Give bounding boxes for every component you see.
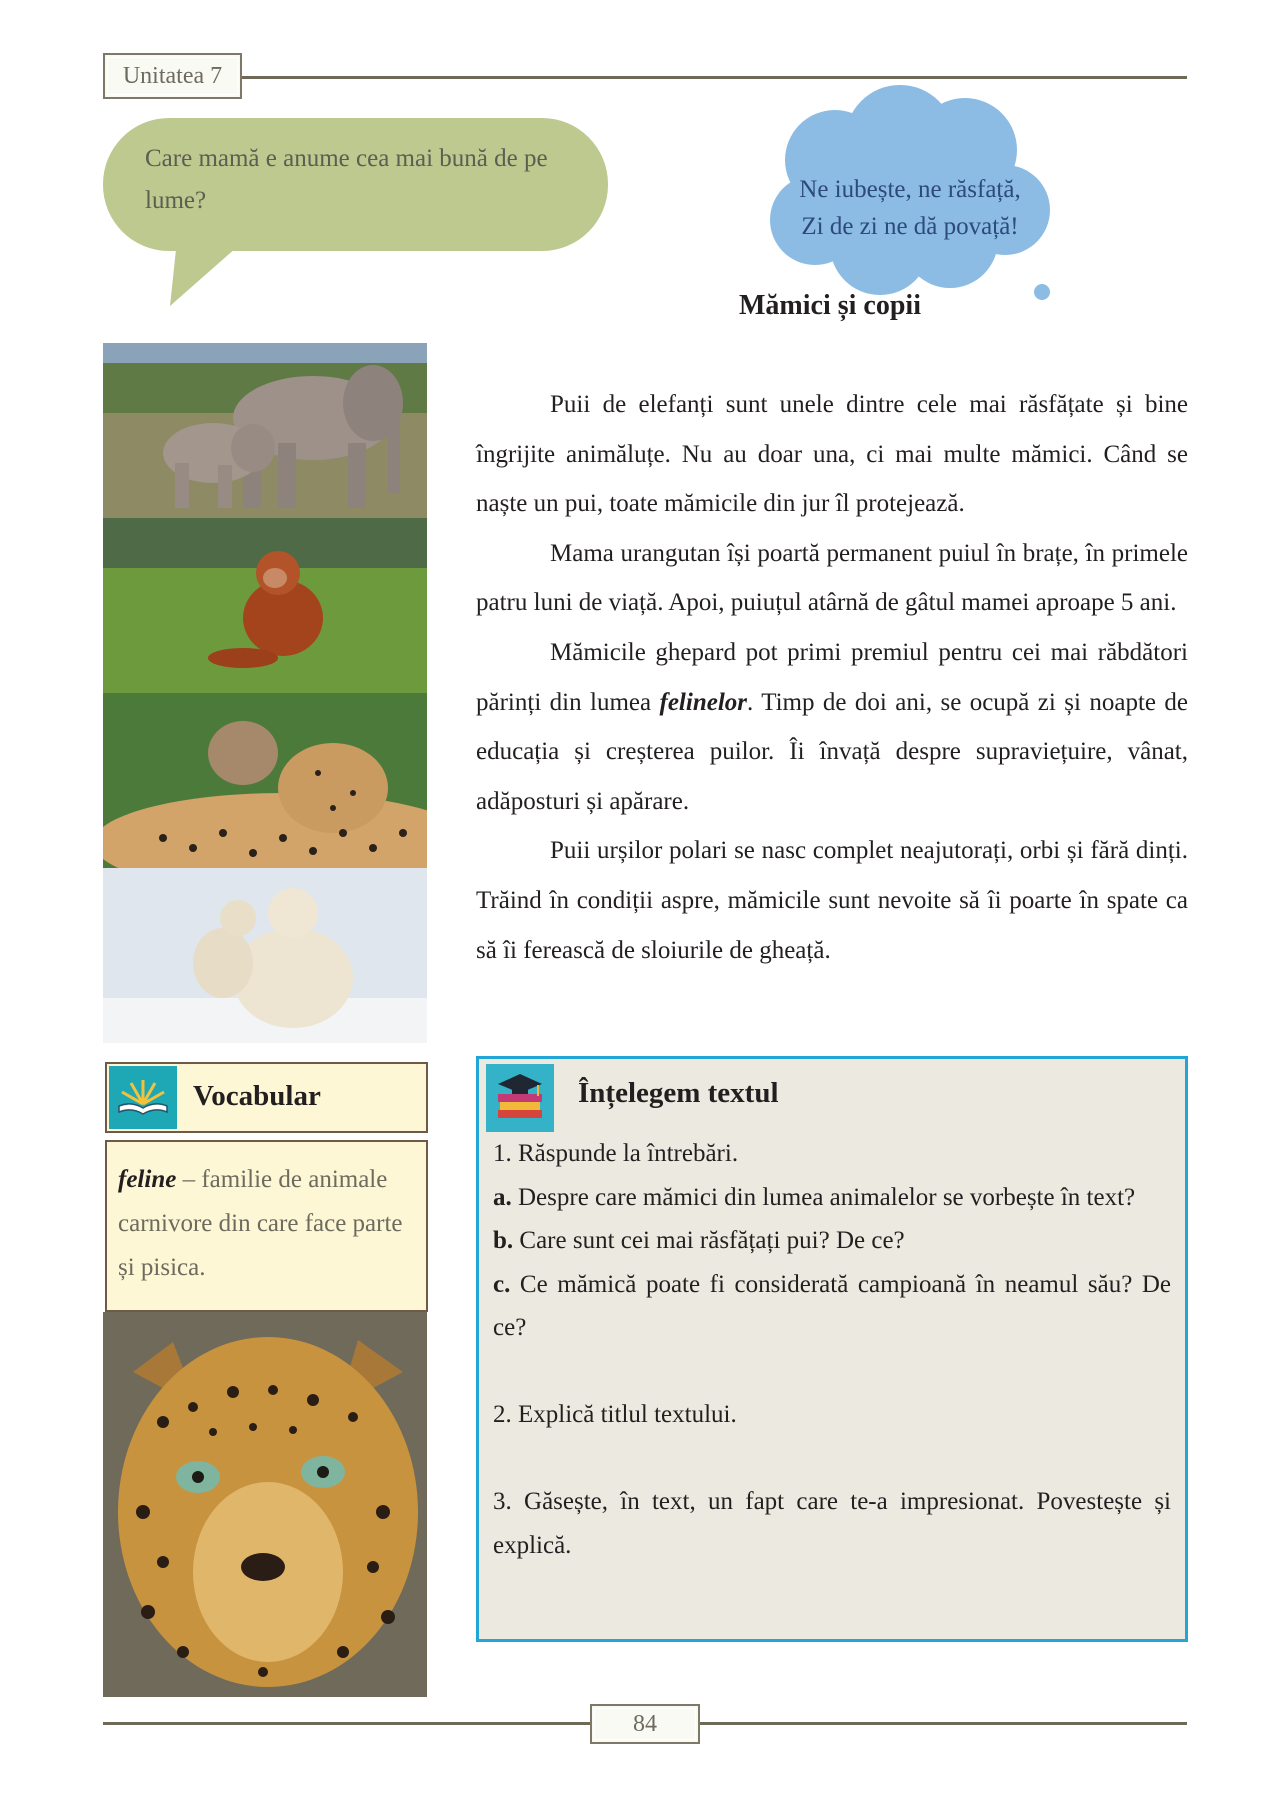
paragraph-cheetah bbox=[476, 628, 1188, 826]
graduation-books-icon bbox=[486, 1064, 554, 1132]
question-1a bbox=[493, 1176, 1171, 1220]
cloud-line-1: Ne iubește, ne răsfață, bbox=[799, 176, 1021, 203]
question-1: 1. Răspunde la întrebări. bbox=[493, 1140, 739, 1167]
cloud-text bbox=[780, 171, 1040, 245]
question-1c bbox=[493, 1263, 1171, 1350]
question-1c-label: c. bbox=[493, 1270, 511, 1298]
speech-bubble-tail bbox=[165, 240, 265, 306]
question-1a-text: Despre care mămici din lumea animalelor se vorbește în text? bbox=[511, 1183, 1136, 1211]
header-rule bbox=[242, 76, 1187, 79]
spacer bbox=[493, 1437, 1171, 1481]
highlighted-term: felinelor bbox=[659, 688, 748, 716]
paragraph-polar-bears: Puii urșilor polari se nasc complet neajutorați, orbi și fără dinți. Trăind în condiții aspre, mămicile sunt nevoite să îi poarte în spate ca să îi ferească de sloiurile de gheață. bbox=[476, 837, 1188, 964]
orangutan-photo bbox=[103, 518, 427, 693]
spacer bbox=[493, 1350, 1171, 1394]
page-number: 84 bbox=[590, 1704, 700, 1744]
vocabulary-meaning: – familie de animale carnivore din care face parte și pisica. bbox=[118, 1166, 403, 1281]
question-1b-label: b. bbox=[493, 1227, 514, 1254]
open-book-icon bbox=[109, 1066, 177, 1129]
elephant-photo bbox=[103, 343, 427, 518]
polar-bear-photo bbox=[103, 868, 427, 1043]
comprehension-title: Înțelegem textul bbox=[578, 1077, 779, 1109]
unit-label: Unitatea 7 bbox=[103, 53, 242, 99]
paragraph-cheetah-start: Mămicile ghepard pot primi premiul pentru cei mai răbdători părinți din lumea bbox=[476, 638, 1188, 716]
leopard-photo bbox=[103, 1312, 427, 1697]
page-title: Mămici și copii bbox=[739, 290, 921, 321]
paragraph-orangutan: Mama urangutan își poartă permanent puiul în brațe, în primele patru luni de viață. Apoi, puiuțul atârnă de gâtul mamei aproape 5 ani. bbox=[476, 539, 1188, 617]
question-3: 3. Găsește, în text, un fapt care te-a impresionat. Povestește și explică. bbox=[493, 1488, 1171, 1559]
cheetah-photo bbox=[103, 693, 427, 868]
question-1b bbox=[493, 1219, 1171, 1263]
cloud-line-2: Zi de zi ne dă povață! bbox=[801, 213, 1019, 240]
question-1b-text: Care sunt cei mai răsfățați pui? De ce? bbox=[513, 1227, 905, 1254]
paragraph-elephants: Puii de elefanți sunt unele dintre cele mai răsfățate și bine îngrijite animăluțe. Nu au doar una, ci mai multe mămici. Când se naște un pui, toate mămicile din jur îl protejează. bbox=[476, 391, 1188, 518]
vocabulary-title: Vocabular bbox=[193, 1080, 321, 1112]
vocabulary-term: feline bbox=[118, 1166, 177, 1193]
comprehension-questions bbox=[493, 1132, 1171, 1567]
story-text bbox=[476, 380, 1188, 975]
question-2: 2. Explică titlul textului. bbox=[493, 1401, 737, 1428]
question-1a-label: a. bbox=[493, 1183, 512, 1211]
question-1c-text: Ce mămică poate fi considerată campioană în neamul său? De ce? bbox=[493, 1270, 1171, 1341]
bubble-question: Care mamă e anume cea mai bună de pe lume? bbox=[145, 145, 548, 214]
footer-rule-left bbox=[103, 1722, 590, 1725]
vocabulary-definition bbox=[118, 1158, 418, 1290]
paragraph-cheetah-end: . Timp de doi ani, se ocupă zi și noapte de educația și creșterea puilor. Îi învață despre supraviețuire, vânat, adăposturi și apărare. bbox=[476, 688, 1188, 815]
footer-rule-right bbox=[700, 1722, 1187, 1725]
